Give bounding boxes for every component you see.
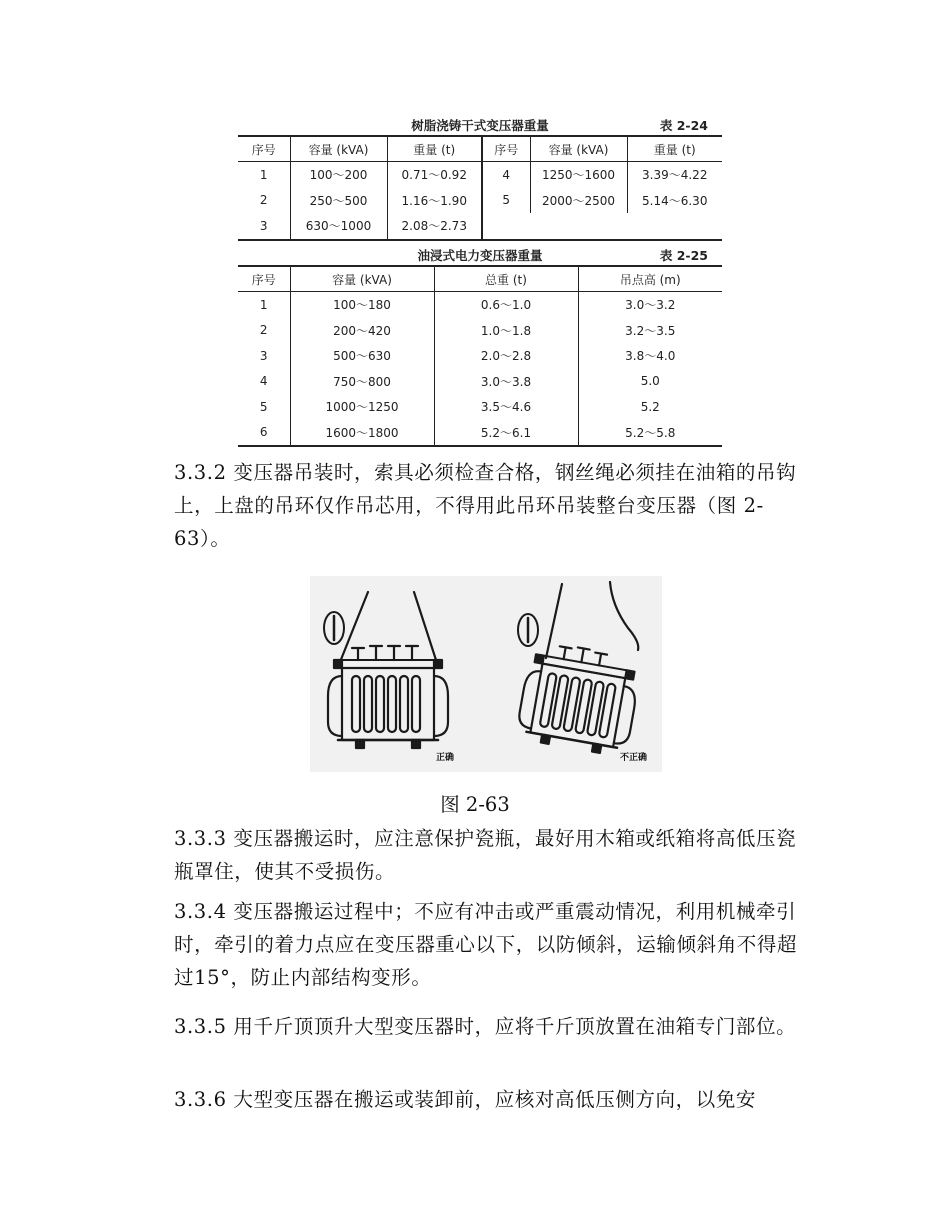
table-cell: 5 [238, 394, 290, 420]
table-caption [238, 113, 722, 135]
header-cell: 容量 (kVA) [530, 136, 627, 162]
table-cell: 5.2～5.8 [625, 425, 676, 440]
table-cell [627, 213, 722, 240]
table-row [238, 420, 722, 447]
section-3-3-5: 3.3.5 用千斤顶顶升大型变压器时，应将千斤顶放置在油箱专门部位。 [174, 1015, 797, 1038]
section-3-3-3: 3.3.3 变压器搬运时，应注意保护瓷瓶，最好用木箱或纸箱将高低压瓷瓶罩住，使其不受损伤。 [174, 827, 797, 883]
header-cell: 重量 (t) [653, 142, 696, 157]
table-cell: 750～800 [290, 369, 434, 395]
table [238, 265, 722, 447]
header-cell: 序号 [238, 136, 290, 162]
table-2-24 [238, 113, 722, 241]
table-cell: 1 [238, 162, 290, 188]
table-cell: 3 [238, 343, 290, 369]
table-title: 油浸式电力变压器重量 [417, 248, 543, 263]
table-cell [482, 213, 530, 240]
table-cell: 5.2～6.1 [434, 420, 578, 447]
table-cell: 4 [238, 369, 290, 395]
header-cell: 容量 (kVA) [290, 136, 387, 162]
table-cell: 5 [482, 188, 530, 214]
table-row [238, 188, 722, 214]
table-cell: 5.0 [640, 374, 660, 389]
table-cell: 6 [238, 420, 290, 447]
label-incorrect: 不正确 [620, 753, 648, 763]
section-3-3-2: 3.3.2 变压器吊装时，索具必须检查合格，钢丝绳必须挂在油箱的吊钩上，上盘的吊环仅作吊芯用，不得用此吊环吊装整台变压器（图 2-63）。 [174, 461, 797, 550]
table-cell: 4 [482, 162, 530, 188]
table-cell: 3.0～3.8 [434, 369, 578, 395]
table-cell: 5.14～6.30 [642, 193, 708, 208]
table-header-row [238, 136, 722, 162]
table-cell: 3.2～3.5 [625, 323, 676, 338]
table-row [238, 162, 722, 188]
table-cell: 3 [238, 213, 290, 240]
figure-2-63 [310, 576, 662, 772]
table-row [238, 292, 722, 318]
table-cell: 2000～2500 [530, 188, 627, 214]
table-cell: 3.39～4.22 [642, 168, 708, 183]
section-3-3-4: 3.3.4 变压器搬运过程中；不应有冲击或严重震动情况，利用机械牵引时，牵引的着力点应在变压器重心以下，以防倾斜，运输倾斜角不得超过15°，防止内部结构变形。 [174, 900, 798, 989]
table-cell: 3.0～3.2 [625, 298, 676, 313]
header-cell: 重量 (t) [387, 136, 482, 162]
table-cell: 100～200 [290, 162, 387, 188]
table-cell: 100～180 [290, 292, 434, 318]
table-cell: 1.16～1.90 [387, 188, 482, 214]
table-cell: 1000～1250 [290, 394, 434, 420]
table-cell: 0.6～1.0 [434, 292, 578, 318]
header-cell: 序号 [482, 136, 530, 162]
table-cell: 5.2 [640, 399, 660, 414]
table [238, 135, 722, 241]
figure-caption: 图 2-63 [440, 793, 510, 816]
table-row [238, 213, 722, 240]
header-cell: 吊点高 (m) [619, 272, 681, 287]
label-correct: 正确 [436, 753, 455, 763]
table-cell: 1600～1800 [290, 420, 434, 447]
table-cell: 3.8～4.0 [625, 349, 676, 364]
table-cell: 3.5～4.6 [434, 394, 578, 420]
table-row [238, 394, 722, 420]
header-cell: 容量 (kVA) [290, 266, 434, 292]
table-cell: 630～1000 [290, 213, 387, 240]
table-cell: 500～630 [290, 343, 434, 369]
table-cell: 1250～1600 [530, 162, 627, 188]
table-row [238, 318, 722, 344]
table-cell: 2.08～2.73 [387, 213, 482, 240]
table-cell: 1 [238, 292, 290, 318]
table-2-25 [238, 243, 722, 447]
table-caption [238, 243, 722, 265]
table-number: 表 2-25 [659, 248, 708, 263]
header-cell: 总重 (t) [434, 266, 578, 292]
table-cell: 1.0～1.8 [434, 318, 578, 344]
table-cell: 0.71～0.92 [387, 162, 482, 188]
table-title: 树脂浇铸干式变压器重量 [411, 118, 549, 133]
table-cell: 2.0～2.8 [434, 343, 578, 369]
transformer-lifting-illustration [310, 576, 662, 772]
header-cell: 序号 [238, 266, 290, 292]
table-number: 表 2-24 [659, 118, 708, 133]
table-cell: 2 [238, 188, 290, 214]
table-row [238, 343, 722, 369]
section-3-3-6: 3.3.6 大型变压器在搬运或装卸前，应核对高低压侧方向，以免安 [174, 1088, 757, 1111]
table-cell: 250～500 [290, 188, 387, 214]
table-cell: 200～420 [290, 318, 434, 344]
table-cell [530, 213, 627, 240]
table-cell: 2 [238, 318, 290, 344]
table-header-row [238, 266, 722, 292]
table-row [238, 369, 722, 395]
